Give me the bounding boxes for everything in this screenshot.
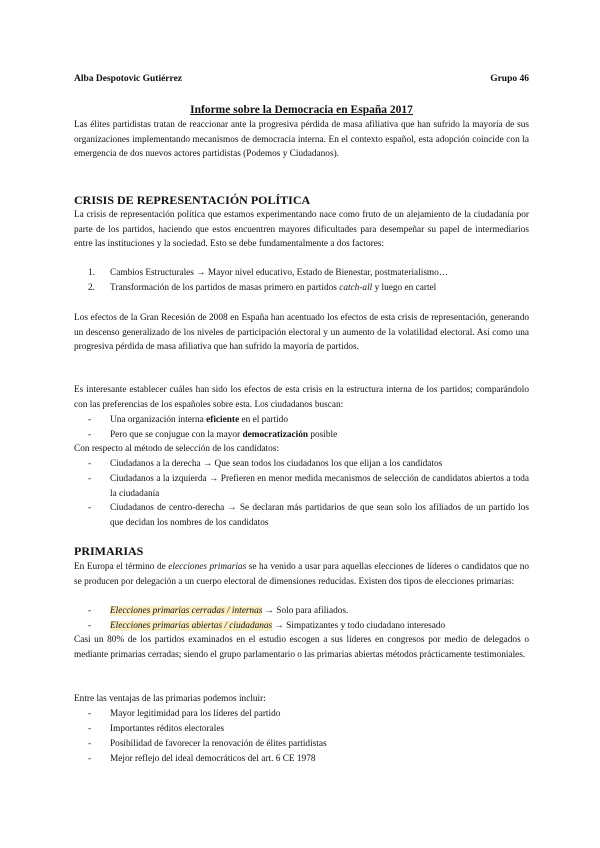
list-item-text: Ciudadanos a la izquierda → Prefieren en menor medida mecanismos de selección de candidatos abiertos a toda la ciudadanía bbox=[110, 474, 529, 499]
list-item-text: Elecciones primarias cerradas / internas → Solo para afiliados. bbox=[110, 606, 349, 616]
list-marker: - bbox=[88, 709, 92, 719]
primarias-heading: PRIMARIAS bbox=[74, 544, 144, 558]
list-item-text: Una organización interna eficiente en el partido bbox=[110, 415, 288, 425]
crisis-heading: CRISIS DE REPRESENTACIÓN POLÍTICA bbox=[74, 193, 311, 207]
list-item-text: Transformación de los partidos de masas primero en partidos catch-all y luego en cartel bbox=[110, 283, 437, 293]
list-marker: - bbox=[88, 503, 92, 513]
list-marker: - bbox=[88, 754, 92, 764]
emphasis-text: catch-all bbox=[339, 283, 373, 293]
crisis-paragraph-3: Es interesante establecer cuáles han sido los efectos de esta crisis en la estructura interna de los partidos; comparándolo con las preferencias de los españoles sobre esta. Los ciudadanos buscan: bbox=[74, 385, 529, 410]
list-marker: - bbox=[88, 415, 92, 425]
list-item-text: Posibilidad de favorecer la renovación de élites partidistas bbox=[110, 739, 327, 749]
crisis-paragraph-4: Con respecto al método de selección de los candidatos: bbox=[74, 444, 279, 454]
highlighted-text: Elecciones primarias abiertas / ciudadanas bbox=[110, 621, 273, 631]
list-marker: - bbox=[88, 621, 92, 631]
list-item-text: Ciudadanos a la derecha → Que sean todos los ciudadanos los que elijan a los candidatos bbox=[110, 459, 443, 469]
page-header bbox=[74, 74, 529, 84]
crisis-paragraph-1: La crisis de representación política que estamos experimentando nace como fruto de un alejamiento de la ciudadanía por parte de los partidos, haciendo que estos encuentren mayores dificultades para desempeñar su papel de intermediarios entre las instituciones y la sociedad. Esto se debe fundamentalmente a dos factores: bbox=[74, 210, 529, 250]
primarias-paragraph-2: Casi un 80% de los partidos examinados en el estudio escogen a sus líderes en congresos por medio de delegados o mediante primarias cerradas; siendo el grupo parlamentario o las primarias abiertas métodos prácticamente testimoniales. bbox=[74, 635, 529, 660]
list-item-text: Cambios Estructurales → Mayor nivel educativo, Estado de Bienestar, postmaterialismo… bbox=[110, 268, 449, 278]
list-item-text: Mayor legitimidad para los líderes del partido bbox=[110, 709, 281, 719]
emphasis-text: elecciones primarias bbox=[168, 562, 247, 572]
intro-paragraph: Las élites partidistas tratan de reaccionar ante la progresiva pérdida de masa afiliativa que han sufrido la mayoría de sus organizaciones implementando mecanismos de democracia interna. En el contexto español, esta adopción coincide con la emergencia de dos nuevos actores partidistas (Podemos y Ciudadanos). bbox=[74, 120, 529, 160]
list-marker: - bbox=[88, 606, 92, 616]
list-item-text: Elecciones primarias abiertas / ciudadanas → Simpatizantes y todo ciudadano interesado bbox=[110, 621, 446, 631]
list-marker: - bbox=[88, 724, 92, 734]
highlighted-text: Elecciones primarias cerradas / internas bbox=[110, 606, 263, 616]
list-marker: 1. bbox=[88, 268, 95, 278]
crisis-paragraph-2: Los efectos de la Gran Recesión de 2008 en España han acentuado los efectos de esta crisis de representación, generando un descenso generalizado de los niveles de participación electoral y un aumento de la volatilidad electoral. Así como una progresiva pérdida de masa afiliativa que han sufrido la mayoría de partidos. bbox=[74, 313, 529, 353]
primarias-paragraph-3: Entre las ventajas de las primarias podemos incluir: bbox=[74, 694, 266, 704]
bold-text: eficiente bbox=[206, 415, 240, 425]
list-marker: 2. bbox=[88, 283, 95, 293]
list-marker: - bbox=[88, 739, 92, 749]
list-item-text: Mejor reflejo del ideal democráticos del art. 6 CE 1978 bbox=[110, 754, 316, 764]
bold-text: democratización bbox=[242, 430, 309, 440]
document-title: Informe sobre la Democracia en España 2017 bbox=[190, 104, 413, 116]
list-item-text: Importantes réditos electorales bbox=[110, 724, 225, 734]
primarias-paragraph-1: En Europa el término de elecciones primarias se ha venido a usar para aquellas elecciones de líderes o candidatos que no se producen por delegación a un cuerpo electoral de dimensiones reducidas. Existen dos tipos de elecciones primarias: bbox=[74, 562, 530, 587]
list-item-text: Ciudadanos de centro-derecha → Se declaran más partidarios de que sean solo los afiliados de un partido los que decidan los nombres de los candidatos bbox=[110, 503, 529, 528]
list-item-text: Pero que se conjugue con la mayor democratización posible bbox=[110, 430, 338, 440]
group-label: Grupo 46 bbox=[490, 74, 529, 84]
author-name: Alba Despotovic Gutiérrez bbox=[74, 74, 182, 84]
list-marker: - bbox=[88, 459, 92, 469]
list-marker: - bbox=[88, 430, 92, 440]
list-marker: - bbox=[88, 474, 92, 484]
